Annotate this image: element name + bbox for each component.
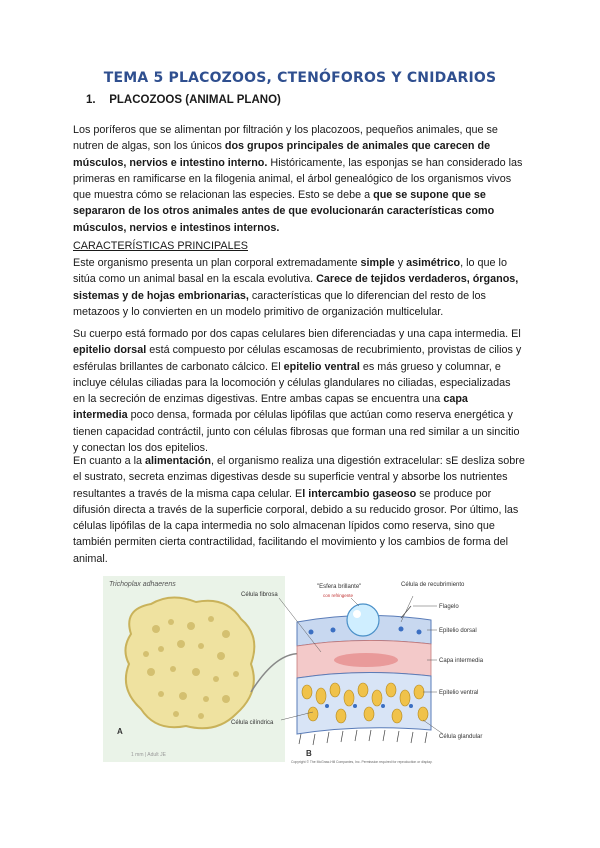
text-run: es más grueso y columnar, e incluye células ciliadas para la locomoción y células glandulares no ciliadas, especializadas en la secreción de enzimas digestivas. Entre ambas capas se encuentra una [73,360,511,406]
section-heading [86,94,281,106]
bold-run: dos grupos principales de animales que carecen de músculos, nervios e intestino interno. [73,140,491,169]
bold-run: epitelio dorsal [73,344,147,357]
label-dorsal: Epitelio dorsal [439,628,477,634]
text-run: poco densa, formada por células lipófilas que actúan como reserva energética y tienen capacidad contráctil, junto con células fibrosas que forman una red similar a un sincitio y conectan los dos epitelios. [73,409,520,455]
section-number: 1. [86,94,96,106]
label-cilindrica: Célula cilíndrica [231,720,274,726]
trichoplax-illustration [101,574,495,764]
trichoplax-figure [101,574,495,764]
label-recubrimiento: Célula de recubrimiento [401,582,465,588]
characteristics-heading: CARACTERÍSTICAS PRINCIPALES [73,240,248,252]
bold-run: alimentación [145,455,212,467]
label-fibrosa: Célula fibrosa [241,592,278,598]
text-run: Este organismo presenta un plan corporal extremadamente [73,257,361,269]
label-refringente: con refringente [323,593,354,598]
paragraph-body-plan [73,255,525,320]
panel-a-letter: A [117,727,123,736]
text-run: características que lo diferencian del resto de los metazoos y lo convierten en un modelo primitivo de organización multicelular. [73,289,486,318]
paragraph-intro [73,122,525,236]
panel-b-letter: B [306,749,312,758]
label-glandular: Célula glandular [439,734,483,740]
text-run: y [394,257,407,269]
paragraph-layers [73,326,525,456]
paragraph-feeding [73,453,525,567]
text-run: está compuesto por células escamosas de recubrimiento, provistas de cilios y esférulas brillantes de carbonato cálcico. El [73,344,522,373]
text-run: , el organismo realiza una digestión extracelular: sE desliza sobre el sustrato, secreta enzimas digestivas desde su superficie ventral y absorbe los nutrientes resultantes a través de la misma capa celular. E [73,455,525,500]
bold-run: l intercambio gaseoso [302,487,417,500]
bold-run: que se supone que se separaron de los otros animales antes de que evolucionarán características como músculos, nervios e intestinos internos. [73,189,495,234]
tissue-section [297,604,431,745]
figure-copyright: Copyright © The McGraw-Hill Companies, Inc. Permission required for reproduction or display. [291,760,433,764]
label-ventral: Epitelio ventral [439,690,479,696]
bold-run: asimétrico [406,257,461,269]
text-run: , lo que lo sitúa como un animal basal en la escala evolutiva. [73,257,507,286]
section-label: PLACOZOOS (ANIMAL PLANO) [109,94,281,106]
text-run: En cuanto a la [73,455,146,467]
text-run: Los poríferos que se alimentan por filtración y los placozoos, pequeños animales, que se nutren de algas, son los únicos [73,124,498,153]
document-title: TEMA 5 PLACOZOOS, CTENÓFOROS Y CNIDARIOS [103,70,497,86]
label-intermedia: Capa intermedia [439,658,484,664]
scale-caption: 1 mm | Adult JE [131,752,166,758]
label-flagelo: Flagelo [439,604,459,610]
bold-run: capa intermedia [73,393,468,422]
text-run: Su cuerpo está formado por dos capas celulares bien diferenciadas y una capa intermedia. El [73,328,521,340]
label-esfera: "Esfera brillante" [317,584,362,590]
species-label: Trichoplax adhaerens [109,581,176,588]
text-run: Históricamente, las esponjas se han considerado las primeras en ramificarse en la filogenia animal, el árbol genealógico de los organismos vivos que muestra cómo se relacionan las especies. Esto se debe a [73,156,523,202]
bold-run: simple [360,257,395,269]
text-run: se produce por difusión directa a través de la superficie corporal, debido a su reducido grosor. Por último, las células lipófilas de la capa intermedia no solo almacenan lípidos como reserva, sino que también permiten cierta contractilidad, facilitando el movimiento y los cambios de forma del animal. [73,487,519,565]
trichoplax-body [125,597,254,728]
bold-run: Carece de tejidos verdaderos, órganos, sistemas y de hojas embrionarias, [73,273,519,302]
bold-run: epitelio ventral [283,360,360,373]
